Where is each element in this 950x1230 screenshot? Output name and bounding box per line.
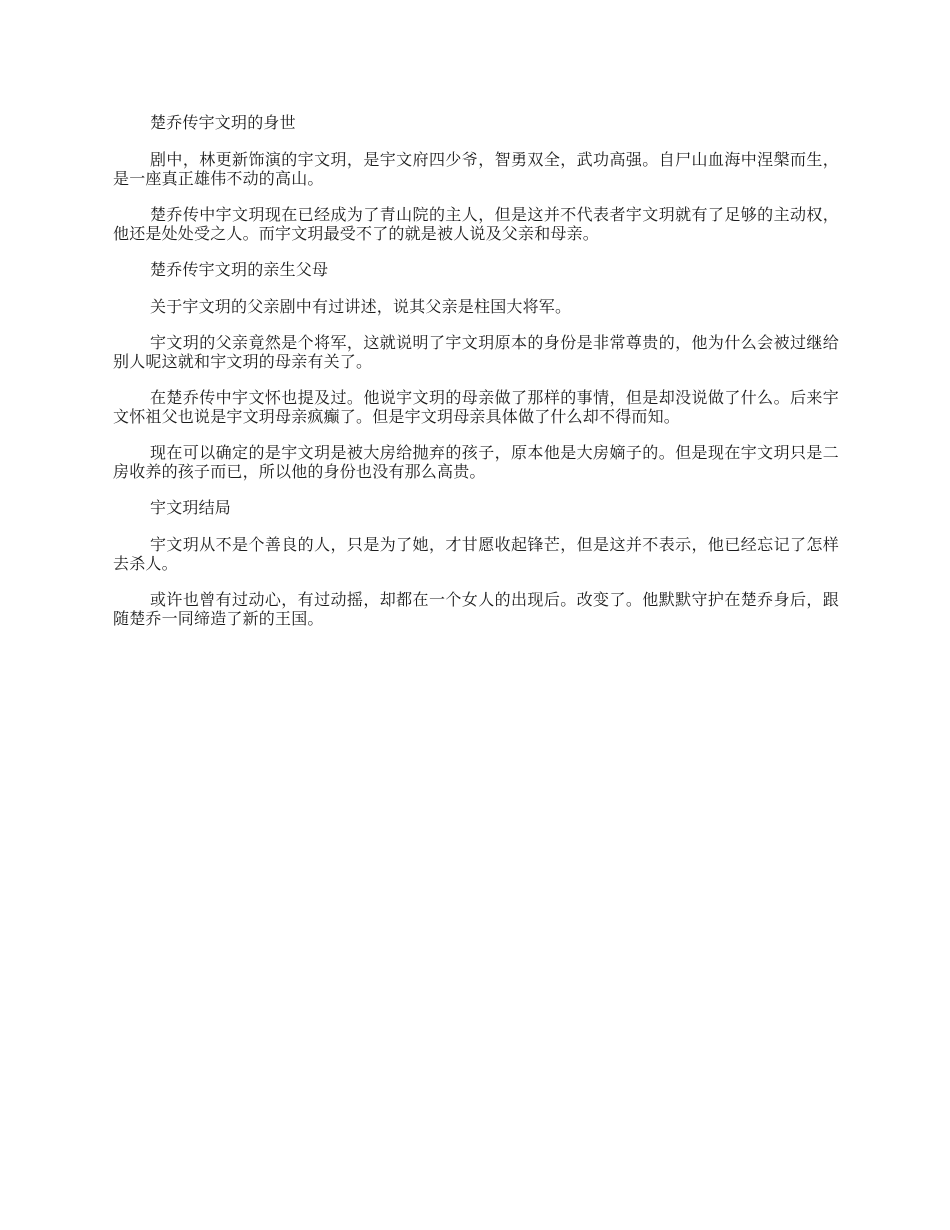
document-body [113, 113, 839, 645]
section-heading-parents: 楚乔传宇文玥的亲生父母 [150, 260, 329, 279]
paragraph: 宇文玥的父亲竟然是个将军，这就说明了宇文玥原本的身份是非常尊贵的，他为什么会被过继给别人呢这就和宇文玥的母亲有关了。 [113, 333, 839, 371]
paragraph: 现在可以确定的是宇文玥是被大房给抛弃的孩子，原本他是大房嫡子的。但是现在宇文玥只是二房收养的孩子而已，所以他的身份也没有那么高贵。 [113, 443, 839, 481]
paragraph: 剧中，林更新饰演的宇文玥，是宇文府四少爷，智勇双全，武功高强。自尸山血海中涅槃而生，是一座真正雄伟不动的高山。 [113, 150, 839, 188]
paragraph: 关于宇文玥的父亲剧中有过讲述，说其父亲是柱国大将军。 [150, 297, 572, 316]
section-heading-lineage: 楚乔传宇文玥的身世 [150, 113, 296, 132]
section-heading-ending: 宇文玥结局 [150, 498, 232, 517]
paragraph: 宇文玥从不是个善良的人，只是为了她，才甘愿收起锋芒，但是这并不表示，他已经忘记了怎样去杀人。 [113, 535, 839, 573]
paragraph: 楚乔传中宇文玥现在已经成为了青山院的主人，但是这并不代表者宇文玥就有了足够的主动权，他还是处处受之人。而宇文玥最受不了的就是被人说及父亲和母亲。 [113, 205, 839, 243]
paragraph: 或许也曾有过动心，有过动摇，却都在一个女人的出现后。改变了。他默默守护在楚乔身后，跟随楚乔一同缔造了新的王国。 [113, 590, 839, 628]
paragraph: 在楚乔传中宇文怀也提及过。他说宇文玥的母亲做了那样的事情，但是却没说做了什么。后来宇文怀祖父也说是宇文玥母亲疯癫了。但是宇文玥母亲具体做了什么却不得而知。 [113, 388, 839, 426]
